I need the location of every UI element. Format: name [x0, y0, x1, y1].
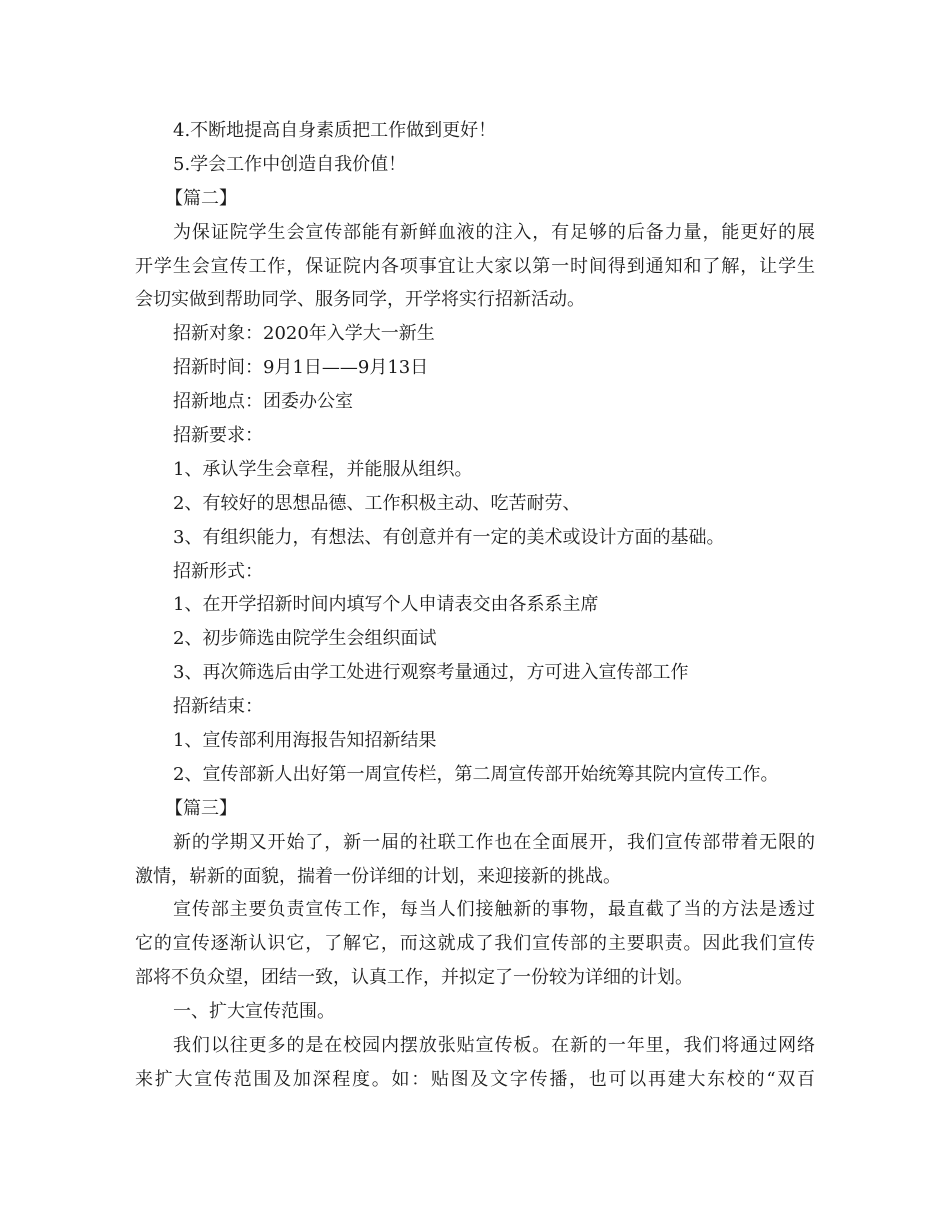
text-line: 1、在开学招新时间内填写个人申请表交由各系系主席: [173, 594, 599, 616]
text-line: 3、再次筛选后由学工处进行观察考量通过，方可进入宣传部工作: [173, 662, 689, 684]
text-line: 招新要求：: [173, 425, 263, 447]
document-body: [135, 114, 815, 1097]
text-line: 新的学期又开始了，新一届的社联工作也在全面展开，我们宣传部带着无限的: [173, 831, 815, 853]
text-line: 3、有组织能力，有想法、有创意并有一定的美术或设计方面的基础。: [173, 526, 725, 548]
text-line: 1、承认学生会章程，并能服从组织。: [173, 458, 473, 480]
section-heading: 【篇三】: [165, 797, 237, 819]
text-line: 它的宣传逐渐认识它，了解它，而这就成了我们宣传部的主要职责。因此我们宣传: [135, 933, 815, 955]
text-line: 招新时间：9月1日——9月13日: [173, 357, 429, 379]
text-line: 来扩大宣传范围及加深程度。如：贴图及文字传播，也可以再建大东校的“双百: [135, 1068, 815, 1090]
text-line: 我们以往更多的是在校园内摆放张贴宣传板。在新的一年里，我们将通过网络: [173, 1035, 815, 1057]
text-line: 招新结束：: [173, 696, 263, 718]
text-line: 4.不断地提高自身素质把工作做到更好！: [173, 120, 497, 141]
text-line: 宣传部主要负责宣传工作，每当人们接触新的事物，最直截了当的方法是透过: [173, 899, 815, 921]
text-line: 为保证院学生会宣传部能有新鲜血液的注入，有足够的后备力量，能更好的展: [173, 221, 815, 243]
text-line: 开学生会宣传工作，保证院内各项事宜让大家以第一时间得到通知和了解，让学生: [135, 255, 815, 277]
text-line: 5.学会工作中创造自我价值！: [173, 153, 407, 175]
text-line: 2、初步筛选由院学生会组织面试: [173, 628, 437, 650]
text-line: 2、有较好的思想品德、工作积极主动、吃苦耐劳、: [173, 492, 581, 514]
section-heading: 【篇二】: [165, 187, 237, 209]
text-line: 1、宣传部利用海报告知招新结果: [173, 730, 437, 752]
text-line: 2、宣传部新人出好第一周宣传栏，第二周宣传部开始统筹其院内宣传工作。: [173, 763, 779, 785]
text-line: 会切实做到帮助同学、服务同学，开学将实行招新活动。: [135, 289, 585, 311]
text-line: 招新地点：团委办公室: [173, 391, 353, 413]
text-line: 招新形式：: [173, 560, 263, 582]
text-line: 部将不负众望，团结一致，认真工作，并拟定了一份较为详细的计划。: [135, 967, 693, 989]
text-line: 一、扩大宣传范围。: [173, 1001, 335, 1023]
text-line: 激情，崭新的面貌，揣着一份详细的计划，来迎接新的挑战。: [135, 865, 621, 887]
text-line: 招新对象：2020年入学大一新生: [173, 323, 435, 345]
